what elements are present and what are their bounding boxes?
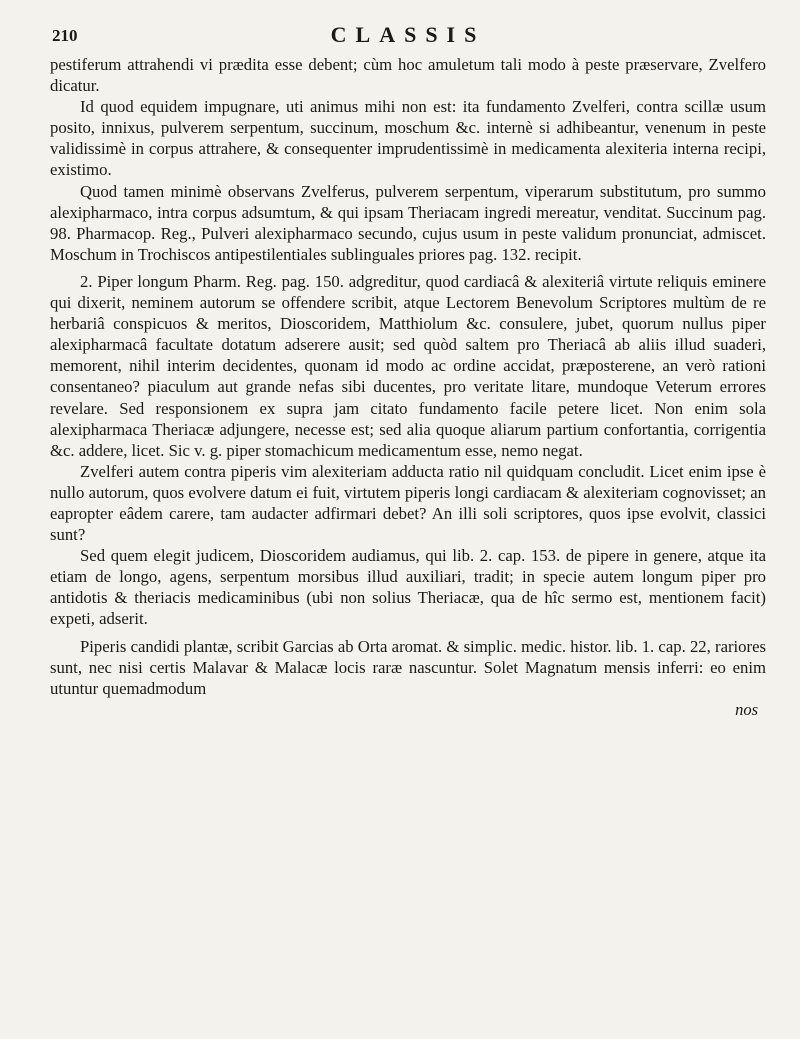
paragraph-2: Id quod equidem impugnare, uti animus mihi non est: ita fundamento Zvelferi, contra scillæ usum posito, innixus, pulverem serpentum, succinum, moschum &c. internè si adhibeantur, venenum in peste validissimè in corpus attrahere, & consequenter imprudentissimè in medicamenta alexiteria interna recipi, existimo. [50, 97, 766, 180]
paragraph-6: Sed quem elegit judicem, Dioscoridem audiamus, qui lib. 2. cap. 153. de pipere in genere, atque ita etiam de longo, agens, serpentum morsibus illud auxiliari, tradit; in specie autem longum piper pro antidotis & theriacis medicaminibus (ubi non solius Theriacæ, qua de hîc sermo est, mentionem facit) expeti, adserit. [50, 546, 766, 629]
paragraph-5: Zvelferi autem contra piperis vim alexiteriam adducta ratio nil quidquam concludit. Licet enim ipse è nullo autorum, quos evolvere datum ei fuit, virtutem piperis longi cardiacam & alexiteriam cognovisset; an eapropter eâdem carere, tam audacter adfirmari debet? An illi soli scriptores, quos ipse evolvit, classici sunt? [50, 461, 766, 545]
catchword: nos [735, 699, 758, 719]
paragraph-4: 2. Piper longum Pharm. Reg. pag. 150. adgreditur, quod cardiacâ & alexiteriâ virtute reliquis eminere qui dixerit, neminem autorum se offendere scribit, atque Lectorem Benevolum Scriptores multùm de re herbariâ conspicuos & meritos, Dioscoridem, Matthiolum &c. consulere, jubet, quorum nullus piper alexipharmacâ facultate dotatum adserere ausit; sed quòd saltem pro Theriacâ ab aliis illud suaderi, memorent, nihil interim decidentes, quonam id modo ac ordine accidat, præposterene, an verò rationi consentaneo? piaculum aut grande nefas sibi ducentes, pro veritate litare, mundoque Veterum errores revelare. Sed responsionem ex supra jam citato fundamento facile petere licet. Non enim sola alexipharmaca Theriacæ adjungere, necesse est; sed alia quoque aliarum partium confortantia, corrigentia &c. addere, licet. Sic v. g. piper stomachicum medicamentum esse, nemo negat. [50, 271, 766, 460]
paragraph-1: pestiferum attrahendi vi prædita esse debent; cùm hoc amuletum tali modo à peste præservare, Zvelfero dicatur. [50, 55, 766, 96]
body-text [50, 54, 766, 699]
paragraph-7: Piperis candidi plantæ, scribit Garcias ab Orta aromat. & simplic. medic. histor. lib. 1. cap. 22, rariores sunt, nec nisi certis Malavar & Malacæ locis raræ nascuntur. Solet Magnatum mensis inferri: eo enim utuntur quemadmodum [50, 636, 766, 698]
paragraph-3: Quod tamen minimè observans Zvelferus, pulverem serpentum, viperarum substitutum, pro summo alexipharmaco, intra corpus adsumtum, & qui ipsam Theriacam ingredi mereatur, venditat. Succinum pag. 98. Pharmacop. Reg., Pulveri alexipharmaco secundo, cujus usum in peste validum pronunciat, admiscet. Moschum in Trochiscos antipestilentiales sublinguales priores pag. 132. recipit. [50, 181, 766, 264]
page-number: 210 [52, 26, 78, 45]
page-header [50, 14, 766, 54]
running-title: CLASSIS [330, 22, 486, 47]
